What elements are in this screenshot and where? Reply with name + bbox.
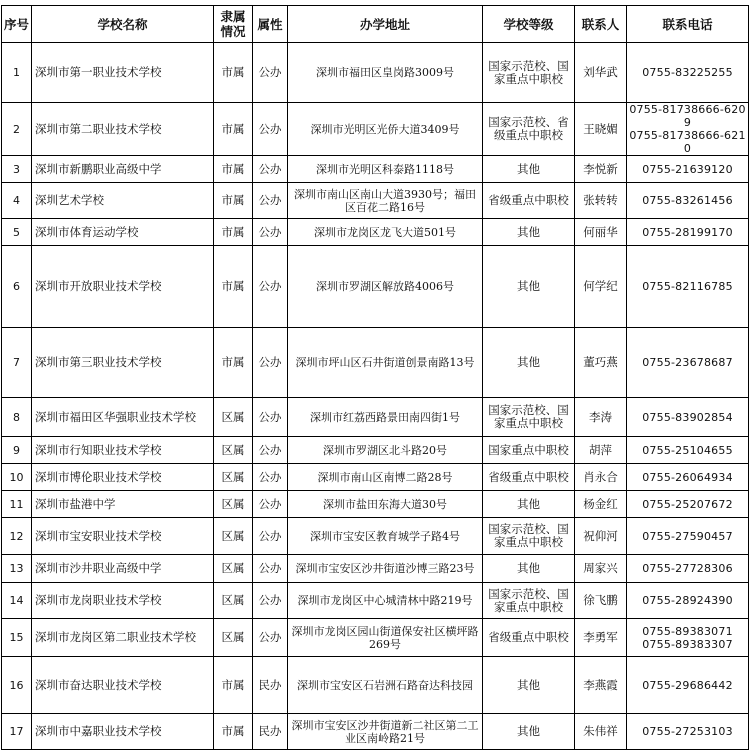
cell-index: 1 [2,43,32,103]
cell-name: 深圳市新鹏职业高级中学 [32,156,214,183]
header-phone: 联系电话 [627,6,749,43]
cell-name: 深圳市开放职业技术学校 [32,246,214,328]
header-level: 学校等级 [483,6,575,43]
cell-affiliation: 区属 [214,464,253,491]
cell-phone: 0755-27253103 [627,714,749,750]
cell-index: 11 [2,491,32,518]
cell-index: 9 [2,437,32,464]
cell-index: 17 [2,714,32,750]
cell-phone: 0755-25104655 [627,437,749,464]
cell-contact: 肖永合 [575,464,627,491]
cell-index: 2 [2,103,32,156]
cell-phone: 0755-83902854 [627,398,749,437]
cell-address: 深圳市南山区南博二路28号 [288,464,483,491]
table-row [2,491,749,518]
cell-affiliation: 市属 [214,657,253,714]
cell-phone: 0755-26064934 [627,464,749,491]
cell-address: 深圳市罗湖区解放路4006号 [288,246,483,328]
school-table [1,5,749,750]
cell-address: 深圳市宝安区沙井街道新二社区第二工业区南岭路21号 [288,714,483,750]
cell-affiliation: 市属 [214,43,253,103]
cell-phone: 0755-28924390 [627,583,749,619]
phone-line-1: 0755-89383071 [642,624,733,638]
cell-address: 深圳市龙岗区园山街道保安社区横坪路269号 [288,619,483,657]
cell-index: 4 [2,183,32,219]
header-name: 学校名称 [32,6,214,43]
cell-contact: 周家兴 [575,555,627,583]
cell-level: 省级重点中职校 [483,464,575,491]
table-row [2,714,749,750]
cell-phone: 0755-82116785 [627,246,749,328]
cell-nature: 公办 [253,464,288,491]
cell-name: 深圳市中嘉职业技术学校 [32,714,214,750]
table-row [2,619,749,657]
cell-index: 16 [2,657,32,714]
cell-name: 深圳市龙岗区第二职业技术学校 [32,619,214,657]
cell-contact: 何学纪 [575,246,627,328]
table-row [2,183,749,219]
cell-level: 国家示范校、国家重点中职校 [483,398,575,437]
cell-name: 深圳市盐港中学 [32,491,214,518]
cell-phone: 0755-28199170 [627,219,749,246]
cell-name: 深圳市沙井职业高级中学 [32,555,214,583]
cell-name: 深圳艺术学校 [32,183,214,219]
cell-level: 国家示范校、国家重点中职校 [483,43,575,103]
cell-contact: 李涛 [575,398,627,437]
cell-nature: 公办 [253,43,288,103]
cell-nature: 公办 [253,619,288,657]
cell-level: 省级重点中职校 [483,619,575,657]
cell-contact: 徐飞鹏 [575,583,627,619]
cell-level: 国家示范校、省级重点中职校 [483,103,575,156]
cell-affiliation: 区属 [214,583,253,619]
cell-level: 国家示范校、国家重点中职校 [483,583,575,619]
cell-name: 深圳市第二职业技术学校 [32,103,214,156]
cell-contact: 董巧燕 [575,328,627,398]
table-row [2,43,749,103]
cell-address: 深圳市坪山区石井街道创景南路13号 [288,328,483,398]
cell-nature: 公办 [253,328,288,398]
cell-affiliation: 区属 [214,398,253,437]
cell-nature: 公办 [253,555,288,583]
cell-affiliation: 区属 [214,518,253,555]
table-row [2,583,749,619]
table-row [2,328,749,398]
phone-line-2: 0755-89383307 [642,637,733,651]
table-row [2,555,749,583]
cell-level: 其他 [483,555,575,583]
cell-address: 深圳市罗湖区北斗路20号 [288,437,483,464]
table-row [2,437,749,464]
cell-affiliation: 区属 [214,437,253,464]
cell-phone: 0755-25207672 [627,491,749,518]
cell-phone: 0755-27590457 [627,518,749,555]
cell-affiliation: 市属 [214,328,253,398]
cell-level: 其他 [483,491,575,518]
table-row [2,464,749,491]
cell-index: 13 [2,555,32,583]
cell-name: 深圳市奋达职业技术学校 [32,657,214,714]
cell-nature: 公办 [253,583,288,619]
cell-contact: 李燕霞 [575,657,627,714]
cell-nature: 公办 [253,156,288,183]
cell-name: 深圳市体育运动学校 [32,219,214,246]
cell-contact: 杨金红 [575,491,627,518]
cell-address: 深圳市福田区皇岗路3009号 [288,43,483,103]
cell-affiliation: 市属 [214,103,253,156]
cell-name: 深圳市龙岗职业技术学校 [32,583,214,619]
cell-name: 深圳市宝安职业技术学校 [32,518,214,555]
cell-nature: 公办 [253,518,288,555]
cell-phone: 0755-29686442 [627,657,749,714]
table-row [2,103,749,156]
cell-address: 深圳市光明区光侨大道3409号 [288,103,483,156]
cell-nature: 民办 [253,657,288,714]
cell-affiliation: 市属 [214,183,253,219]
cell-phone: 0755-23678687 [627,328,749,398]
cell-address: 深圳市宝安区沙井街道沙博三路23号 [288,555,483,583]
cell-nature: 公办 [253,398,288,437]
cell-index: 12 [2,518,32,555]
cell-nature: 公办 [253,437,288,464]
cell-affiliation: 市属 [214,714,253,750]
cell-contact: 何丽华 [575,219,627,246]
cell-affiliation: 区属 [214,619,253,657]
cell-index: 10 [2,464,32,491]
cell-address: 深圳市龙岗区龙飞大道501号 [288,219,483,246]
header-contact: 联系人 [575,6,627,43]
cell-index: 3 [2,156,32,183]
cell-phone [627,619,749,657]
cell-level: 其他 [483,219,575,246]
cell-name: 深圳市博伦职业技术学校 [32,464,214,491]
cell-name: 深圳市福田区华强职业技术学校 [32,398,214,437]
cell-contact: 张转转 [575,183,627,219]
table-row [2,657,749,714]
cell-contact: 李悦新 [575,156,627,183]
header-address: 办学地址 [288,6,483,43]
cell-level: 其他 [483,657,575,714]
cell-name: 深圳市第一职业技术学校 [32,43,214,103]
cell-level: 省级重点中职校 [483,183,575,219]
cell-index: 15 [2,619,32,657]
cell-phone: 0755-83225255 [627,43,749,103]
cell-contact: 祝仰河 [575,518,627,555]
cell-index: 8 [2,398,32,437]
cell-level: 其他 [483,156,575,183]
cell-level: 国家示范校、国家重点中职校 [483,518,575,555]
cell-contact: 刘华武 [575,43,627,103]
cell-contact: 王晓媚 [575,103,627,156]
cell-index: 6 [2,246,32,328]
cell-phone: 0755-21639120 [627,156,749,183]
cell-address: 深圳市红荔西路景田南四街1号 [288,398,483,437]
cell-level: 其他 [483,246,575,328]
cell-phone: 0755-83261456 [627,183,749,219]
cell-address: 深圳市宝安区教育城学子路4号 [288,518,483,555]
cell-nature: 公办 [253,183,288,219]
table-row [2,398,749,437]
cell-index: 14 [2,583,32,619]
table-row [2,219,749,246]
cell-address: 深圳市宝安区石岩洲石路奋达科技园 [288,657,483,714]
cell-nature: 公办 [253,103,288,156]
cell-level: 其他 [483,714,575,750]
cell-nature: 公办 [253,219,288,246]
cell-affiliation: 市属 [214,246,253,328]
cell-affiliation: 市属 [214,219,253,246]
cell-level: 其他 [483,328,575,398]
header-index: 序号 [2,6,32,43]
cell-nature: 公办 [253,491,288,518]
cell-address: 深圳市龙岗区中心城清林中路219号 [288,583,483,619]
cell-affiliation: 区属 [214,491,253,518]
cell-contact: 李勇军 [575,619,627,657]
phone-line-1: 0755-81738666-6209 [629,103,746,129]
cell-affiliation: 区属 [214,555,253,583]
phone-line-2: 0755-81738666-6210 [629,129,746,155]
cell-nature: 公办 [253,246,288,328]
cell-affiliation: 市属 [214,156,253,183]
cell-level: 国家重点中职校 [483,437,575,464]
cell-phone [627,103,749,156]
cell-index: 5 [2,219,32,246]
cell-contact: 朱伟祥 [575,714,627,750]
cell-address: 深圳市盐田东海大道30号 [288,491,483,518]
cell-index: 7 [2,328,32,398]
table-row [2,156,749,183]
header-affiliation: 隶属情况 [214,6,253,43]
cell-contact: 胡萍 [575,437,627,464]
cell-phone: 0755-27728306 [627,555,749,583]
cell-name: 深圳市第三职业技术学校 [32,328,214,398]
table-row [2,518,749,555]
cell-address: 深圳市光明区科泰路1118号 [288,156,483,183]
table-row [2,246,749,328]
header-row [2,6,749,43]
header-nature: 属性 [253,6,288,43]
cell-name: 深圳市行知职业技术学校 [32,437,214,464]
cell-address: 深圳市南山区南山大道3930号；福田区百花二路16号 [288,183,483,219]
cell-nature: 民办 [253,714,288,750]
